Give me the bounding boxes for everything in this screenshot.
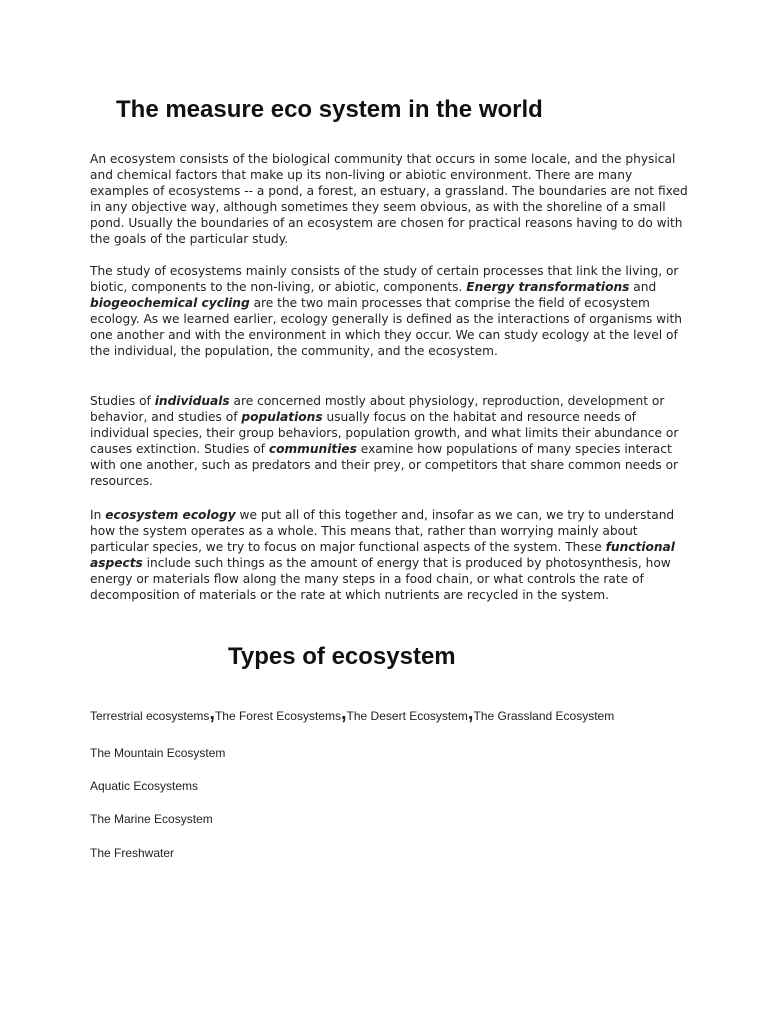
text-segment: usually focus on the habitat and resource needs of individual species, their group behaviors, population growth, and what limits their abundance or causes extinction. Studies of (90, 410, 679, 456)
separator-comma: , (467, 702, 474, 724)
type-marine: The Marine Ecosystem (90, 812, 213, 826)
text-segment: include such things as the amount of energy that is produced by photosynthesis, how energy or materials flow along the many steps in a food chain, or what controls the rate of decomposition of materials or the rate at which nutrients are recycled in the system. (90, 556, 671, 602)
term-individuals: individuals (154, 394, 230, 408)
paragraph-ecosystem-ecology (90, 507, 690, 603)
type-forest: The Forest Ecosystems (214, 709, 341, 723)
type-freshwater: The Freshwater (90, 846, 175, 860)
document-title: The measure eco system in the world (116, 96, 543, 123)
term-functional-aspects: functional aspects (90, 540, 675, 570)
type-desert: The Desert Ecosystem (346, 709, 468, 723)
types-line-terrestrial (90, 702, 615, 724)
text-segment: and (629, 280, 657, 294)
type-aquatic: Aquatic Ecosystems (90, 779, 199, 793)
text-segment: Studies of (90, 394, 155, 408)
text-segment: are the two main processes that comprise the field of ecosystem ecology. As we learned earlier, ecology generally is defined as the interactions of organisms with one another and with the environment in which they occur. We can study ecology at the level of the individual, the population, the community, and the ecosystem. (90, 296, 683, 358)
types-heading: Types of ecosystem (228, 643, 456, 670)
separator-comma: , (209, 702, 215, 724)
paragraph-ecosystem-definition: An ecosystem consists of the biological community that occurs in some locale, and the physical and chemical factors that make up its non-living or abiotic environment. There are many examples of ecosystems -- a pond, a forest, an estuary, a grassland. The boundaries are not fixed in any objective way, although sometimes they seem obvious, as with the shoreline of a small pond. Usually the boundaries of an ecosystem are chosen for practical reasons having to do with the goals of the particular study. (90, 152, 688, 246)
term-communities: communities (268, 442, 357, 456)
type-terrestrial: Terrestrial ecosystems (90, 709, 210, 723)
paragraph-levels-of-study (90, 393, 690, 489)
term-populations: populations (241, 410, 323, 424)
term-energy-transformations: Energy transformations (466, 280, 630, 294)
text-segment: In (90, 508, 106, 522)
type-mountain: The Mountain Ecosystem (90, 746, 226, 760)
separator-comma: , (340, 702, 347, 724)
term-ecosystem-ecology: ecosystem ecology (105, 508, 236, 522)
paragraph-ecosystem-study (90, 263, 690, 359)
type-grassland: The Grassland Ecosystem (473, 709, 615, 723)
text-segment: are concerned mostly about physiology, reproduction, development or behavior, and studies of (90, 394, 665, 424)
text-segment: The study of ecosystems mainly consists of the study of certain processes that link the living, or biotic, components to the non-living, or abiotic, components. (90, 264, 679, 294)
text-segment: we put all of this together and, insofar as we can, we try to understand how the system operates as a whole. This means that, rather than worrying mainly about particular species, we try to focus on major functional aspects of the system. These (90, 508, 675, 554)
text-segment: examine how populations of many species interact with one another, such as predators and their prey, or competitors that share common needs or resources. (90, 442, 679, 488)
term-biogeochemical-cycling: biogeochemical cycling (90, 296, 250, 310)
